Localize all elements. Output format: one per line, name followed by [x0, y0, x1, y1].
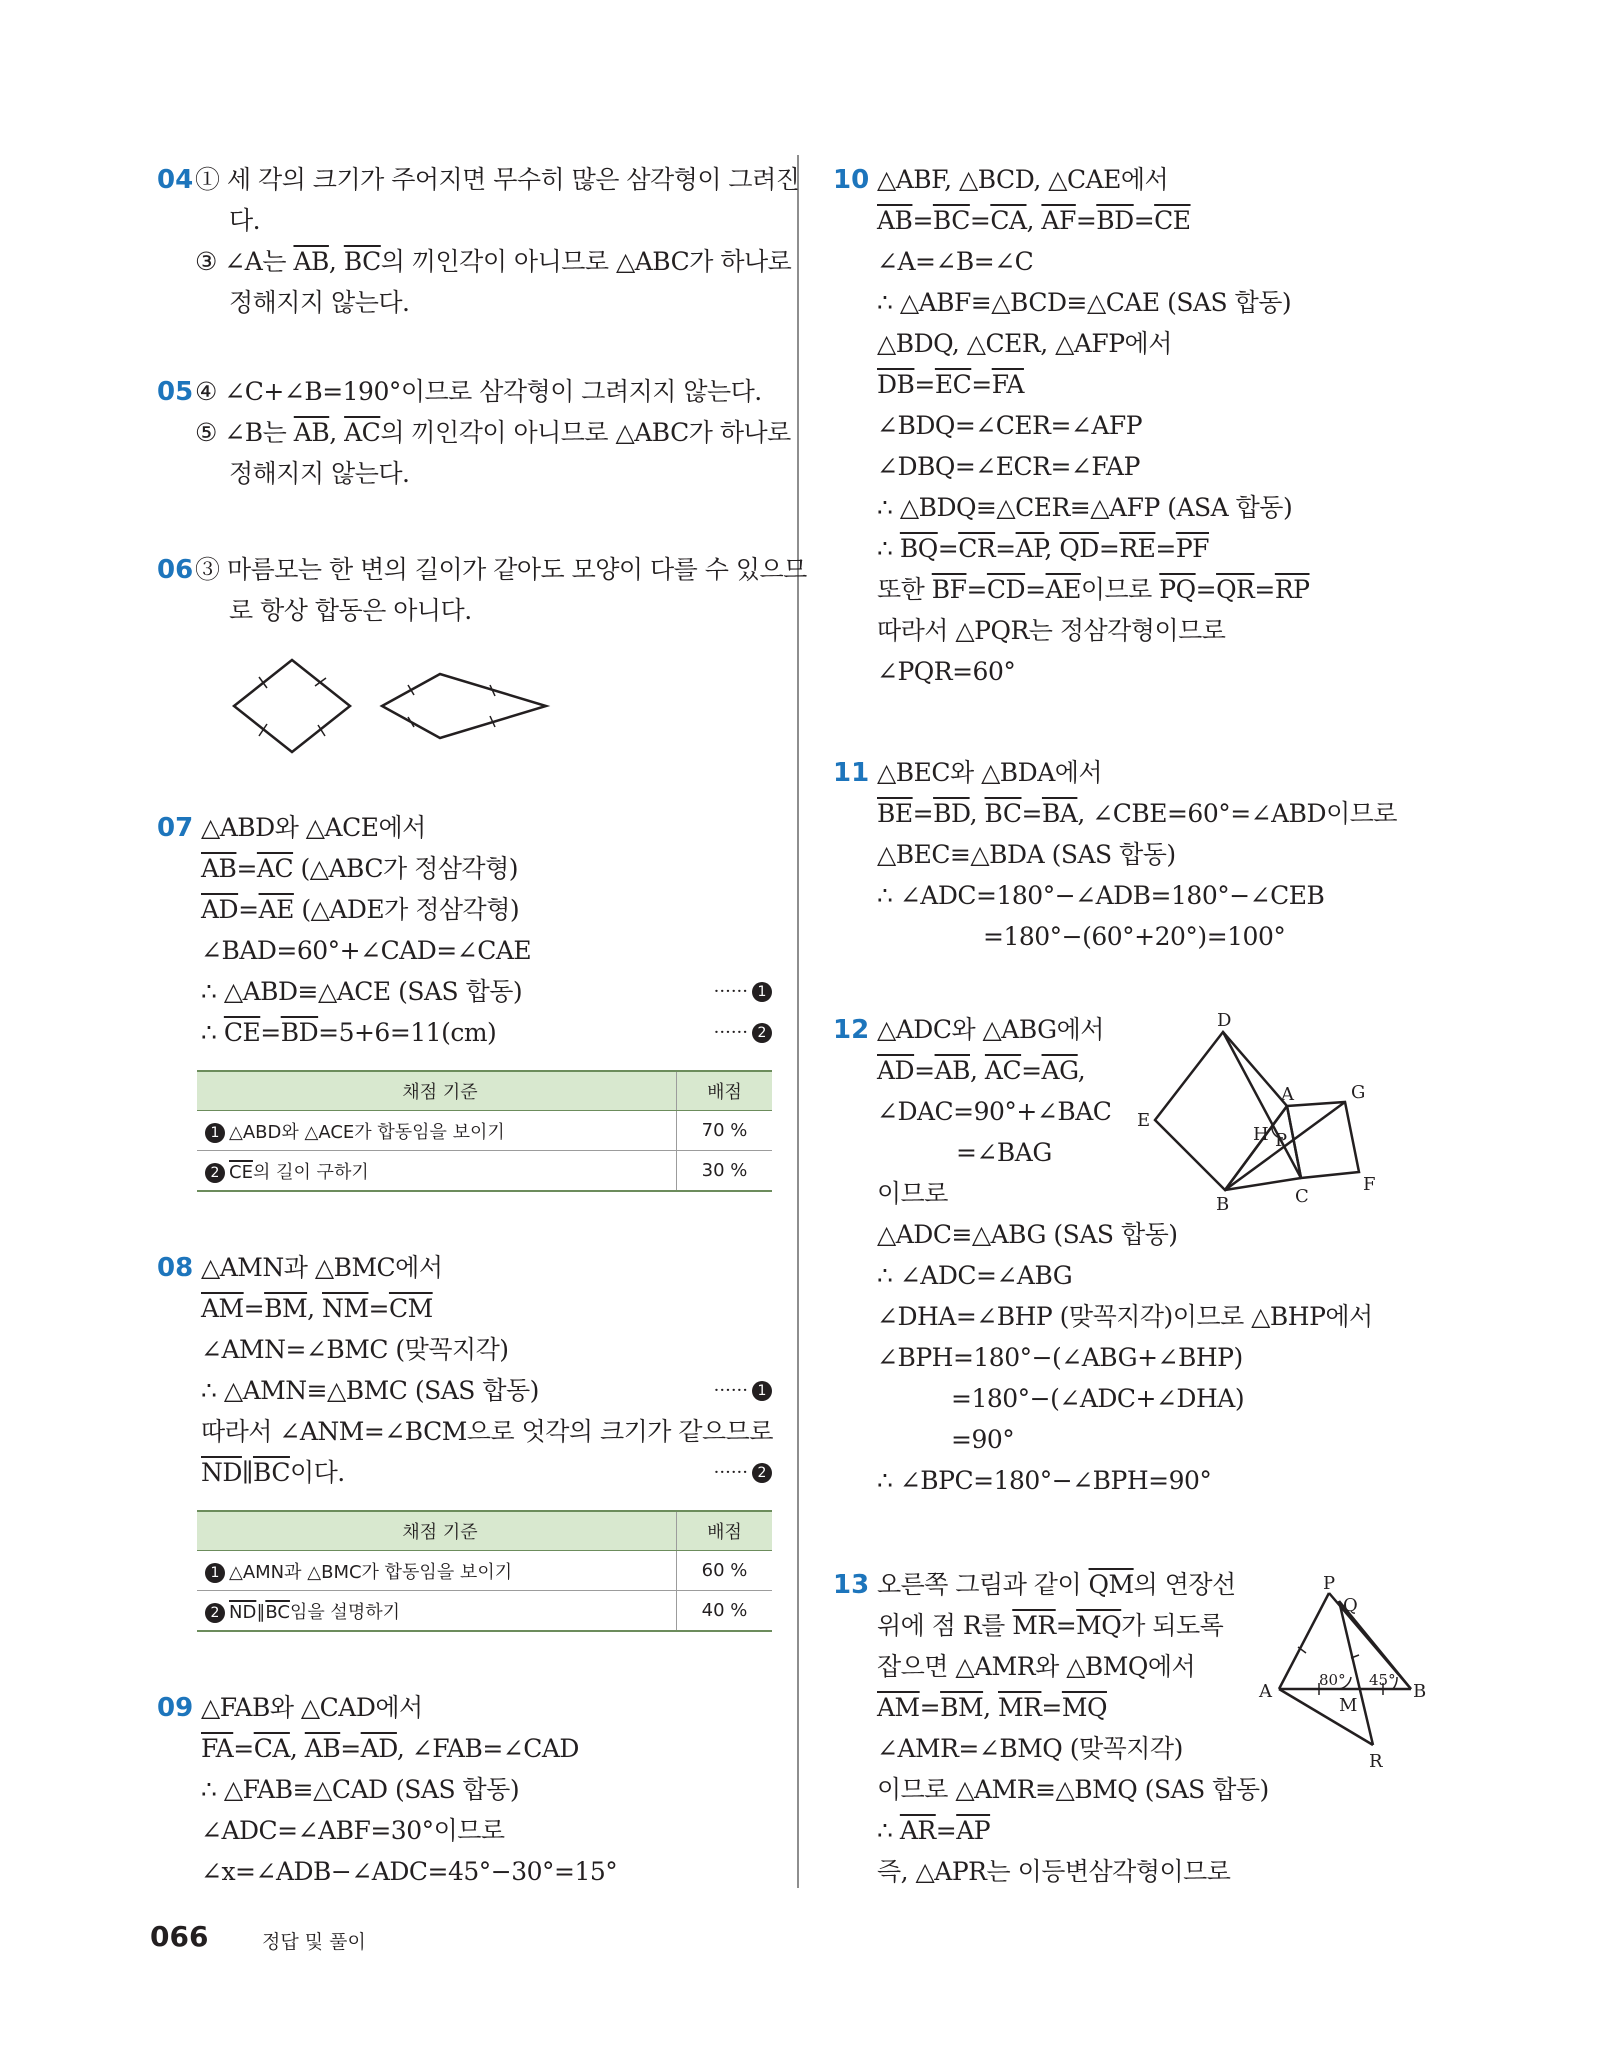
- answer-line: △BEC≡△BDA (SAS 합동): [877, 840, 1176, 869]
- figure-label: A: [1259, 1681, 1272, 1702]
- answer-line: ⑤ ∠B는 $\overline{AB}$, $\overline{AC}$의 끼인각이 아니므로 △ABC가 하나로: [195, 418, 791, 447]
- table-header: 채점 기준: [197, 1511, 677, 1551]
- answer-line: ∴ ∠BPC=180°−∠BPH=90°: [877, 1466, 1212, 1495]
- answer-line: ∴ ∠ADC=∠ABG: [877, 1261, 1073, 1290]
- column-divider: [797, 155, 799, 1888]
- answer-line: ∠x=∠ADB−∠ADC=45°−30°=15°: [201, 1857, 618, 1886]
- answer-line: ∴ $\overline{AR}=\overline{AP}$: [877, 1816, 991, 1845]
- step-marker: ······ 1: [714, 972, 772, 1012]
- problem-number: 11: [833, 758, 870, 788]
- answer-line: △AMN과 △BMC에서: [201, 1253, 443, 1282]
- answer-line: $\overline{AD}=\overline{AB}$, $\overline{AC}=\overline{AG}$,: [877, 1056, 1086, 1085]
- geometry-figure-12: [1123, 1010, 1413, 1215]
- figure-label: R: [1369, 1751, 1383, 1772]
- step-marker: ······ 2: [714, 1013, 772, 1053]
- answer-line: 따라서 △PQR는 정삼각형이므로: [877, 616, 1226, 645]
- figure-label: D: [1217, 1010, 1232, 1031]
- answer-line: △BEC와 △BDA에서: [877, 758, 1103, 787]
- answer-line: ∠DHA=∠BHP (맞꼭지각)이므로 △BHP에서: [877, 1302, 1373, 1331]
- figure-label: H: [1253, 1124, 1269, 1145]
- answer-line: 위에 점 R를 $\overline{MR}=\overline{MQ}$가 되도록: [877, 1611, 1224, 1640]
- answer-line: $\overline{DB}=\overline{EC}=\overline{FA}$: [877, 370, 1024, 399]
- figure-label: P: [1275, 1130, 1288, 1151]
- answer-line: 정해지지 않는다.: [229, 459, 410, 488]
- step-marker: ······ 1: [714, 1371, 772, 1411]
- table-row: 1 △AMN과 △BMC가 합동임을 보이기 60 %: [197, 1551, 772, 1591]
- geometry-figure-13: [1243, 1565, 1427, 1775]
- answer-line: $\overline{ND}\parallel\overline{BC}$이다.: [201, 1458, 345, 1487]
- answer-line: ∴ △BDQ≡△CER≡△AFP (ASA 합동): [877, 493, 1293, 522]
- answer-line: $\overline{BE}=\overline{BD}$, $\overline{BC}=\overline{BA}$, ∠CBE=60°=∠ABD이므로: [877, 799, 1398, 828]
- figure-label: C: [1295, 1186, 1309, 1207]
- answer-line: $\overline{FA}=\overline{CA}$, $\overline{AB}=\overline{AD}$, ∠FAB=∠CAD: [201, 1734, 579, 1763]
- answer-line: ∴ $\overline{BQ}=\overline{CR}=\overline{AP}$, $\overline{QD}=\overline{RE}=\overline{PF}$: [877, 534, 1210, 563]
- figure-label: P: [1323, 1573, 1336, 1594]
- answer-line: 오른쪽 그림과 같이 $\overline{QM}$의 연장선: [877, 1570, 1236, 1599]
- table-header: 배점: [677, 1071, 773, 1111]
- table-row: 2 $\overline{ND}\parallel\overline{BC}$임을 설명하기 40 %: [197, 1591, 772, 1632]
- answer-line: ∠BPH=180°−(∠ABG+∠BHP): [877, 1343, 1243, 1372]
- problem-number: 08: [157, 1253, 194, 1283]
- answer-line: 이므로 △AMR≡△BMQ (SAS 합동): [877, 1775, 1269, 1804]
- answer-line: 즉, △APR는 이등변삼각형이므로: [877, 1857, 1231, 1886]
- answer-line: 잡으면 △AMR와 △BMQ에서: [877, 1652, 1196, 1681]
- answer-line: =180°−(∠ADC+∠DHA): [951, 1384, 1245, 1413]
- figure-label: M: [1339, 1695, 1358, 1716]
- step-marker: ······ 2: [714, 1453, 772, 1493]
- problem-number: 07: [157, 813, 194, 843]
- answer-line: △ABD와 △ACE에서: [201, 813, 426, 842]
- figure-label: Q: [1343, 1595, 1358, 1616]
- answer-line: $\overline{AM}=\overline{BM}$, $\overline{NM}=\overline{CM}$: [201, 1294, 433, 1323]
- answer-line: $\overline{AD}=\overline{AE}$ (△ADE가 정삼각형): [201, 895, 520, 924]
- answer-line: ④ ∠C+∠B=190°이므로 삼각형이 그려지지 않는다.: [195, 377, 762, 406]
- answer-line: ∠ADC=∠ABF=30°이므로: [201, 1816, 505, 1845]
- answer-line: △ADC≡△ABG (SAS 합동): [877, 1220, 1178, 1249]
- rhombus-figures: [232, 658, 552, 758]
- table-row: 2 $\overline{CE}$의 길이 구하기 30 %: [197, 1151, 772, 1192]
- answer-line: ∴ △ABD≡△ACE (SAS 합동): [201, 977, 523, 1006]
- answer-line: ① 세 각의 크기가 주어지면 무수히 많은 삼각형이 그려진: [195, 165, 800, 194]
- answer-line: △ABF, △BCD, △CAE에서: [877, 165, 1169, 194]
- answer-line: ∠BDQ=∠CER=∠AFP: [877, 411, 1143, 440]
- answer-line: ∠BAD=60°+∠CAD=∠CAE: [201, 936, 532, 965]
- answer-line: $\overline{AB}=\overline{BC}=\overline{CA}$, $\overline{AF}=\overline{BD}=\overline{CE}$: [877, 206, 1191, 235]
- answer-line: △BDQ, △CER, △AFP에서: [877, 329, 1172, 358]
- table-header: 배점: [677, 1511, 773, 1551]
- footer-label: 정답 및 풀이: [262, 1931, 366, 1953]
- answer-line: $\overline{AB}=\overline{AC}$ (△ABC가 정삼각형): [201, 854, 518, 883]
- answer-line: ∴ ∠ADC=180°−∠ADB=180°−∠CEB: [877, 881, 1325, 910]
- answer-line: ③ ∠A는 $\overline{AB}$, $\overline{BC}$의 끼인각이 아니므로 △ABC가 하나로: [195, 247, 792, 276]
- answer-line: ③ 마름모는 한 변의 길이가 같아도 모양이 다를 수 있으므: [195, 555, 807, 584]
- answer-line: ∠DAC=90°+∠BAC: [877, 1097, 1112, 1126]
- figure-label: B: [1216, 1194, 1230, 1215]
- angle-label: 80°: [1319, 1671, 1346, 1689]
- answer-line: 로 항상 합동은 아니다.: [229, 596, 472, 625]
- answer-line: ∠PQR=60°: [877, 657, 1016, 686]
- answer-line: ∠DBQ=∠ECR=∠FAP: [877, 452, 1140, 481]
- table-header: 채점 기준: [197, 1071, 677, 1111]
- scoring-table: [197, 1070, 772, 1192]
- page-number: 066: [150, 1920, 209, 1953]
- answer-line: $\overline{AM}=\overline{BM}$, $\overline{MR}=\overline{MQ}$: [877, 1693, 1107, 1722]
- problem-number: 06: [157, 555, 194, 585]
- answer-line: ∠AMR=∠BMQ (맞꼭지각): [877, 1734, 1183, 1763]
- answer-line: △ADC와 △ABG에서: [877, 1015, 1104, 1044]
- problem-number: 05: [157, 377, 194, 407]
- answer-line: ∴ $\overline{CE}=\overline{BD}=5+6=11(cm)$: [201, 1018, 497, 1047]
- answer-line: ∴ △AMN≡△BMC (SAS 합동): [201, 1376, 539, 1405]
- table-row: 1 △ABD와 △ACE가 합동임을 보이기 70 %: [197, 1111, 772, 1151]
- answer-line: =∠BAG: [956, 1138, 1052, 1167]
- figure-label: E: [1137, 1110, 1151, 1131]
- answer-line: ∠AMN=∠BMC (맞꼭지각): [201, 1335, 509, 1364]
- figure-label: G: [1351, 1082, 1366, 1103]
- answer-line: 따라서 ∠ANM=∠BCM으로 엇각의 크기가 같으므로: [201, 1417, 773, 1446]
- figure-label: B: [1413, 1681, 1427, 1702]
- answer-line: ∴ △ABF≡△BCD≡△CAE (SAS 합동): [877, 288, 1292, 317]
- answer-line: ∠A=∠B=∠C: [877, 247, 1034, 276]
- figure-label: A: [1281, 1084, 1294, 1105]
- problem-number: 12: [833, 1015, 870, 1045]
- answer-line: 이므로: [877, 1179, 948, 1208]
- angle-label: 45°: [1369, 1671, 1396, 1689]
- problem-number: 10: [833, 165, 870, 195]
- problem-number: 09: [157, 1693, 194, 1723]
- answer-line: =180°−(60°+20°)=100°: [983, 922, 1286, 951]
- problem-number: 04: [157, 165, 194, 195]
- scoring-table: [197, 1510, 772, 1632]
- answer-line: 정해지지 않는다.: [229, 288, 410, 317]
- answer-line: =90°: [951, 1425, 1015, 1454]
- answer-line: ∴ △FAB≡△CAD (SAS 합동): [201, 1775, 520, 1804]
- answer-line: △FAB와 △CAD에서: [201, 1693, 423, 1722]
- figure-label: F: [1363, 1174, 1376, 1195]
- problem-number: 13: [833, 1570, 870, 1600]
- answer-line: 다.: [229, 206, 261, 235]
- answer-line: 또한 $\overline{BF}=\overline{CD}=\overline{AE}$이므로 $\overline{PQ}=\overline{QR}=\overline{RP}$: [877, 575, 1310, 604]
